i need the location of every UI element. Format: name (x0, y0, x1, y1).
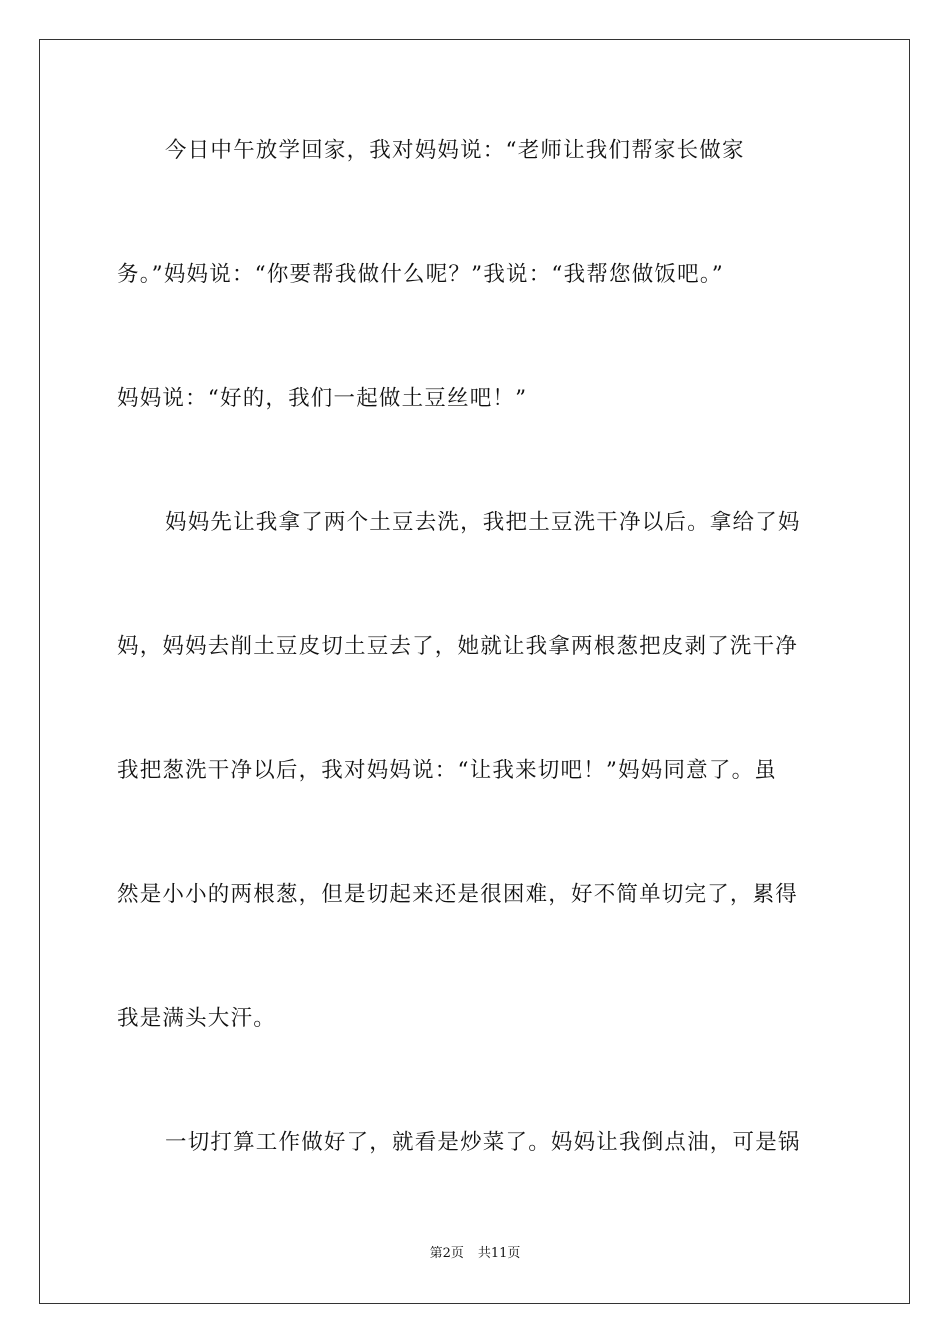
line-gap (117, 182, 833, 244)
line-gap (117, 306, 833, 368)
document-body (117, 120, 833, 1174)
line-gap (117, 678, 833, 740)
paragraph-2-line-4: 然是小小的两根葱，但是切起来还是很困难，好不简单切完了，累得 (117, 882, 799, 907)
total-pages: 共11页 (477, 1246, 521, 1261)
paragraph-3-line-1: 一切打算工作做好了，就看是炒菜了。妈妈让我倒点油，可是锅 (165, 1130, 801, 1155)
paragraph-2-line-5: 我是满头大汗。 (117, 1006, 276, 1031)
page-footer (0, 1244, 950, 1264)
paragraph-1-line-2: 务。”妈妈说：“你要帮我做什么呢？”我说：“我帮您做饭吧。” (117, 262, 724, 287)
page-number: 第2页 (429, 1246, 464, 1261)
paragraph-1-line-3: 妈妈说：“好的，我们一起做土豆丝吧！” (117, 386, 528, 411)
line-gap (117, 430, 833, 492)
paragraph-1-line-1: 今日中午放学回家，我对妈妈说：“老师让我们帮家长做家 (165, 138, 745, 163)
line-gap (117, 554, 833, 616)
line-gap (117, 1050, 833, 1112)
paragraph-2-line-3: 我把葱洗干净以后，我对妈妈说：“让我来切吧！”妈妈同意了。虽 (117, 758, 777, 783)
line-gap (117, 926, 833, 988)
line-gap (117, 802, 833, 864)
paragraph-2-line-1: 妈妈先让我拿了两个土豆去洗，我把土豆洗干净以后。拿给了妈 (165, 510, 801, 535)
paragraph-2-line-2: 妈，妈妈去削土豆皮切土豆去了，她就让我拿两根葱把皮剥了洗干净 (117, 634, 799, 659)
